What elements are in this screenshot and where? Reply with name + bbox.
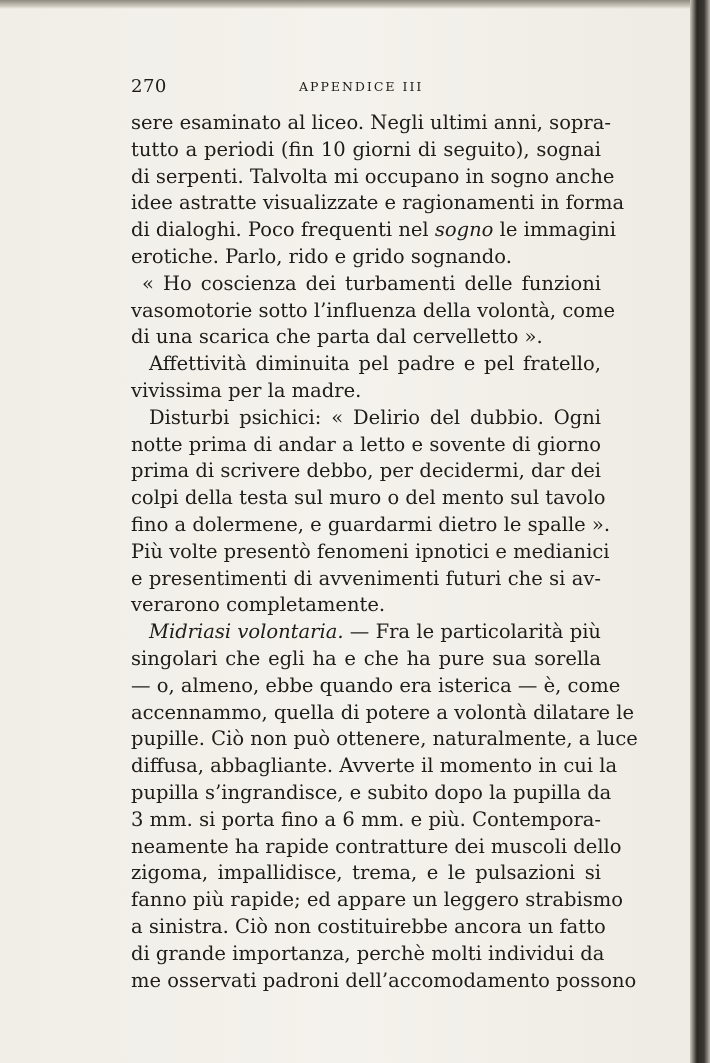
body-text xyxy=(131,110,638,994)
running-head: APPENDICE III xyxy=(299,79,424,94)
paragraph xyxy=(131,271,616,351)
page-number: 270 xyxy=(131,76,167,97)
text-line: Disturbi psichici: « Delirio del dubbio. Ogni xyxy=(149,405,601,429)
text-line xyxy=(131,217,616,244)
text-line: colpi della testa sul muro o del mento sul tavolo xyxy=(131,486,606,510)
text-line xyxy=(131,619,601,646)
text-line: 3 mm. si porta fino a 6 mm. e più. Contempora- xyxy=(131,807,601,831)
text-line: — o, almeno, ebbe quando era isterica — è, come xyxy=(131,673,621,697)
text-line: e presentimenti di avvenimenti futuri che si av- xyxy=(131,566,601,590)
text-line: a sinistra. Ciò non costituirebbe ancora un fatto xyxy=(131,914,606,938)
text-line: di grande importanza, perchè molti individui da xyxy=(131,941,605,965)
text-line: verarono completamente. xyxy=(131,593,386,617)
text-line: fino a dolermene, e guardarmi dietro le spalle ». xyxy=(131,512,611,536)
text-segment: — Fra le particolarità più xyxy=(343,620,601,644)
paragraph xyxy=(131,110,625,271)
page-header xyxy=(131,76,601,100)
text-line: prima di scrivere debbo, per decidermi, dar dei xyxy=(131,459,601,483)
text-line: neamente ha rapide contratture dei muscoli dello xyxy=(131,834,622,858)
text-line: zigoma, impallidisce, trema, e le pulsazioni si xyxy=(131,861,601,885)
text-line: notte prima di andar a letto e sovente di giorno xyxy=(131,432,601,456)
text-line: di una scarica che parta dal cervelletto ». xyxy=(131,325,543,349)
paragraph xyxy=(131,619,638,994)
text-segment: di dialoghi. Poco frequenti nel xyxy=(131,218,429,242)
text-line: vivissima per la madre. xyxy=(131,378,362,402)
text-line: fanno più rapide; ed appare un leggero strabismo xyxy=(131,888,623,912)
page-top-shadow xyxy=(0,0,690,9)
text-line: accennammo, quella di potere a volontà dilatare le xyxy=(131,700,634,724)
italic-word: sogno xyxy=(434,218,494,242)
text-line: « Ho coscienza dei turbamenti delle funzioni xyxy=(142,271,601,295)
text-line: tutto a periodi (fin 10 giorni di seguito), sognai xyxy=(131,137,601,161)
text-line: vasomotorie sotto l’influenza della volontà, come xyxy=(131,298,616,322)
text-segment: le immagini xyxy=(493,218,616,242)
section-lead-italic: Midriasi volontaria. xyxy=(149,620,344,644)
paragraph xyxy=(131,351,601,405)
text-line: singolari che egli ha e che ha pure sua sorella xyxy=(131,646,601,670)
text-line: pupille. Ciò non può ottenere, naturalmente, a luce xyxy=(131,727,638,751)
paragraph xyxy=(131,405,611,619)
book-spine-edge xyxy=(690,0,710,1063)
text-line: di serpenti. Talvolta mi occupano in sogno anche xyxy=(131,164,615,188)
text-line: me osservati padroni dell’accomodamento possono xyxy=(131,968,637,992)
text-line: idee astratte visualizzate e ragionamenti in forma xyxy=(131,191,625,215)
text-line: diffusa, abbagliante. Avverte il momento in cui la xyxy=(131,754,618,778)
text-line: Più volte presentò fenomeni ipnotici e medianici xyxy=(131,539,610,563)
text-line: erotiche. Parlo, rido e grido sognando. xyxy=(131,244,512,268)
text-line: pupilla s’ingrandisce, e subito dopo la pupilla da xyxy=(131,780,612,804)
text-line: sere esaminato al liceo. Negli ultimi anni, sopra- xyxy=(131,111,611,134)
text-line: Affettività diminuita pel padre e pel fratello, xyxy=(149,352,601,376)
